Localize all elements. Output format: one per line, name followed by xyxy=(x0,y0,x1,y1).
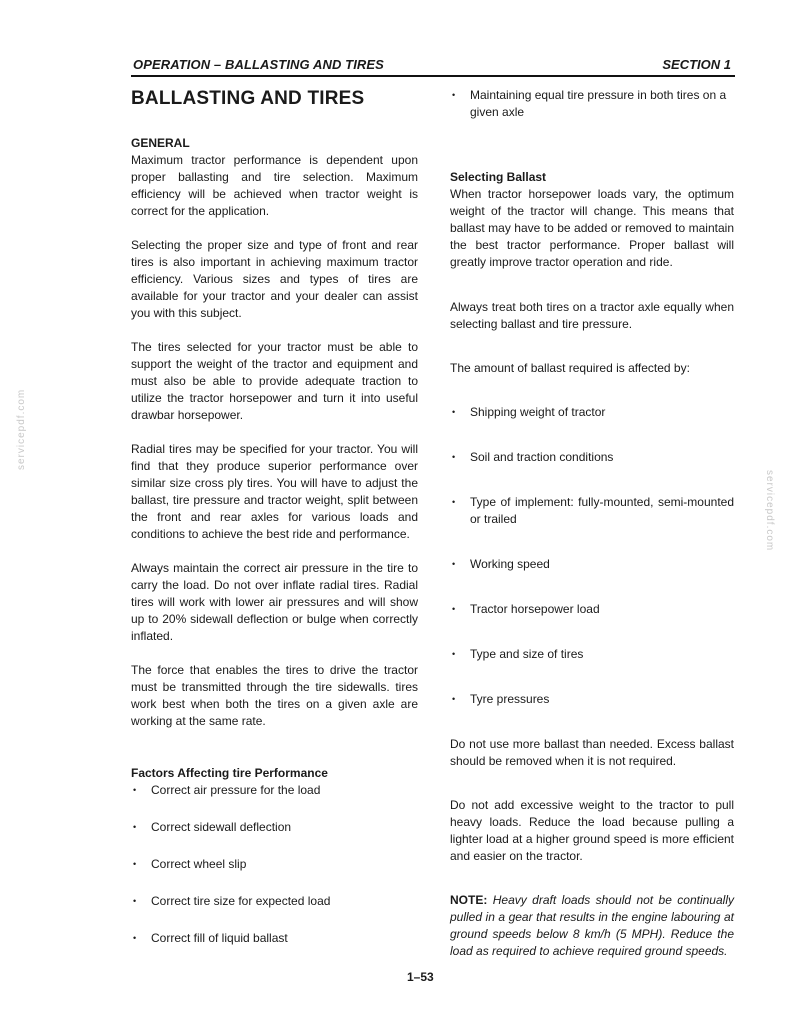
watermark-left: servicepdf.com xyxy=(16,388,27,470)
header-section-number: SECTION 1 xyxy=(662,57,731,72)
note-text: Heavy draft loads should not be continually pulled in a gear that results in the engine labouring at ground speeds below 8 km/h (5 MPH). Reduce the load as required to achieve required ground speeds. xyxy=(450,893,734,958)
list-item: • Type and size of tires xyxy=(450,646,734,663)
note-label: NOTE: xyxy=(450,893,488,907)
paragraph-treat-tires: Always treat both tires on a tractor axle equally when selecting ballast and tire pressure. xyxy=(450,300,734,331)
list-item: • Correct sidewall deflection xyxy=(131,819,418,836)
factors-heading: Factors Affecting tire Performance xyxy=(131,766,328,780)
paragraph-excessive-weight: Do not add excessive weight to the tractor to pull heavy loads. Reduce the load because pulling a lighter load at a higher ground speed is more efficient and easier on the tractor. xyxy=(450,798,734,863)
list-item: • Tractor horsepower load xyxy=(450,601,734,618)
header-section-title: OPERATION – BALLASTING AND TIRES xyxy=(133,57,384,72)
paragraph-radial-tires: Radial tires may be specified for your tractor. You will find that they produce superior performance over similar size cross ply tires. You will have to adjust the ballast, tire pressure and tractor weight, split between the front and rear axles for various loads and conditions to achieve the best ride and performance. xyxy=(131,442,418,541)
general-heading: GENERAL xyxy=(131,136,190,150)
note xyxy=(450,892,734,960)
page-header xyxy=(131,55,735,77)
paragraph-air-pressure: Always maintain the correct air pressure in the tire to carry the load. Do not over inflate radial tires. Radial tires will work with lower air pressures and will show up to 20% sidewall deflection or bulge when correctly inflated. xyxy=(131,561,418,643)
list-item: • Tyre pressures xyxy=(450,691,734,708)
page-number: 1–53 xyxy=(407,970,434,984)
list-item: • Correct tire size for expected load xyxy=(131,893,418,910)
list-item: • Correct fill of liquid ballast xyxy=(131,930,418,947)
paragraph-force: The force that enables the tires to drive the tractor must be transmitted through the tire sidewalls. tires work best when both the tires on a given axle are working at the same rate. xyxy=(131,663,418,728)
list-item: • Correct wheel slip xyxy=(131,856,418,873)
left-column xyxy=(131,87,418,947)
list-item: • Soil and traction conditions xyxy=(450,449,734,466)
selecting-ballast-heading: Selecting Ballast xyxy=(450,170,547,184)
paragraph-selecting-ballast: When tractor horsepower loads vary, the optimum weight of the tractor will change. This means that ballast may have to be added or removed to maintain the best tractor performance. Proper ballast will greatly improve tractor operation and ride. xyxy=(450,187,734,269)
right-column xyxy=(450,87,734,960)
paragraph-general: Maximum tractor performance is dependent upon proper ballasting and tire selection. Maximum efficiency will be achieved when tractor weight is correct for the application. xyxy=(131,153,418,218)
paragraph-tire-selection: The tires selected for your tractor must be able to support the weight of the tractor and equipment and must also be able to provide adequate traction to utilize the tractor horsepower and turn it into useful drawbar horsepower. xyxy=(131,340,418,422)
paragraph-amount-ballast: The amount of ballast required is affected by: xyxy=(450,361,690,375)
list-item: • Shipping weight of tractor xyxy=(450,404,734,421)
list-item: • Working speed xyxy=(450,556,734,573)
list-item: • Correct air pressure for the load xyxy=(131,782,418,799)
paragraph-excess-ballast: Do not use more ballast than needed. Excess ballast should be removed when it is not required. xyxy=(450,737,734,768)
paragraph-tire-size: Selecting the proper size and type of front and rear tires is also important in achieving maximum tractor efficiency. Various sizes and types of tires are available for your tractor and your dealer can assist you with this subject. xyxy=(131,238,418,320)
list-item: • Type of implement: fully-mounted, semi-mounted or trailed xyxy=(450,494,734,528)
list-item: • Maintaining equal tire pressure in both tires on a given axle xyxy=(450,87,734,121)
watermark-right: servicepdf.com xyxy=(764,470,775,552)
page-title: BALLASTING AND TIRES xyxy=(131,88,365,109)
